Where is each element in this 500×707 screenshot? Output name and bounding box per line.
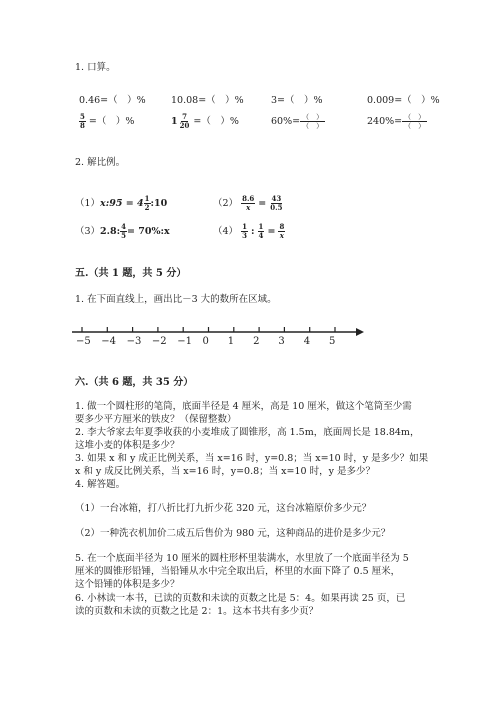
calc-item-percent: 240%= $\frac{( )}{( )}$ (367, 113, 426, 130)
number-line-tick-label: −5 (76, 336, 91, 347)
number-line-tick-label: −4 (101, 336, 117, 347)
section-title-proportion: 2. 解比例。 (75, 157, 126, 168)
question-2 (75, 426, 495, 452)
question-4-2: （2）一种洗衣机加价二成五后售价为 980 元，这种商品的进价是多少元？ (75, 528, 391, 539)
fraction: $\frac{5}{8}$ (80, 112, 85, 130)
number-line-tick-label: 1 (227, 336, 235, 347)
question-line: 这堆小麦的体积是多少？ (75, 440, 180, 451)
calc-item-fraction: $\frac{5}{8}$ =（ ）% (80, 112, 135, 130)
number-line-tick-label: 2 (253, 336, 260, 347)
question-number-line: 1. 在下面直线上，画出比－3 大的数所在区域。 (75, 294, 277, 305)
section-heading-5: 五.（共 1 题，共 5 分） (75, 268, 187, 279)
question-line: 读的页数和未读的页数之比是 2：1。这本书共有多少页？ (75, 606, 319, 617)
calc-item: 3=（ ）% (271, 95, 323, 106)
question-line: 这个铅锤的体积是多少？ (75, 579, 180, 590)
question-4-1: （1）一台冰箱，打八折比打九折少花 320 元，这台冰箱原价多少元？ (75, 503, 372, 514)
section-heading-6: 六.（共 6 题，共 35 分） (75, 377, 194, 388)
proportion-q3: （3）2.8: $\frac{4}{5}$ = 70%:x (75, 222, 170, 240)
calc-item-percent: 60%= $\frac{( )}{( )}$ (271, 113, 324, 130)
number-line-tick-label: −1 (177, 336, 192, 347)
number-line-tick-label: −2 (151, 336, 167, 347)
calc-item-mixed: 1 $\frac{7}{20}$ =（ ）% (171, 112, 239, 130)
question-1 (75, 400, 495, 426)
number-line-tick-label: 5 (329, 336, 336, 347)
number-line-tick-label: 3 (278, 336, 285, 347)
question-line: 要多少平方厘米的铁皮？（保留整数） (75, 414, 237, 425)
proportion-q4: （4） $\frac{1}{3}$ : $\frac{1}{4}$ = $\frac{8}{x}$ (213, 222, 285, 240)
question-line: 5. 在一个底面半径为 10 厘米的圆柱形杯里装满水，水里放了一个底面半径为 5 (75, 553, 409, 564)
question-6 (75, 592, 495, 618)
question-5 (75, 552, 495, 591)
arrow-head-icon (356, 328, 364, 336)
number-line-tick-label: 4 (303, 336, 311, 347)
proportion-q1: （1）x:95 = 4 $\frac{1}{2}$ :10 (75, 194, 168, 212)
question-line: x 和 y 成反比例关系，当 x=16 时，y=0.8；当 x=10 时，y 是多少？ (75, 466, 375, 477)
question-line: 1. 做一个圆柱形的笔筒，底面半径是 4 厘米，高是 10 厘米，做这个笔筒至少需 (75, 401, 412, 412)
question-line: 6. 小林读一本书，已读的页数和未读的页数之比是 5：4。如果再读 25 页，已 (75, 593, 406, 604)
question-4: 4. 解答题。 (75, 479, 126, 490)
calc-item: 0.46=（ ）% (79, 95, 146, 106)
calc-item: 10.08=（ ）% (171, 95, 244, 106)
question-line: 2. 李大爷家去年夏季收获的小麦堆成了圆锥形，高 1.5m，底面周长是 18.84m， (75, 427, 420, 438)
proportion-q2: （2） $\frac{8.6}{x}$ = $\frac{43}{0.5}$ (213, 194, 283, 212)
question-line: 厘米的圆锥形铅锤，当铅锤从水中完全取出后，杯里的水面下降了 0.5 厘米， (75, 566, 401, 577)
number-line-tick-label: 0 (202, 336, 209, 347)
calc-item: 0.009=（ ）% (367, 95, 440, 106)
question-3 (75, 452, 495, 478)
number-line-tick-label: −3 (126, 336, 142, 347)
section-title-oral-calc: 1. 口算。 (75, 62, 116, 73)
question-line: 3. 如果 x 和 y 成正比例关系，当 x=16 时，y=0.8；当 x=10 时，y 是多少？如果 (75, 453, 429, 464)
